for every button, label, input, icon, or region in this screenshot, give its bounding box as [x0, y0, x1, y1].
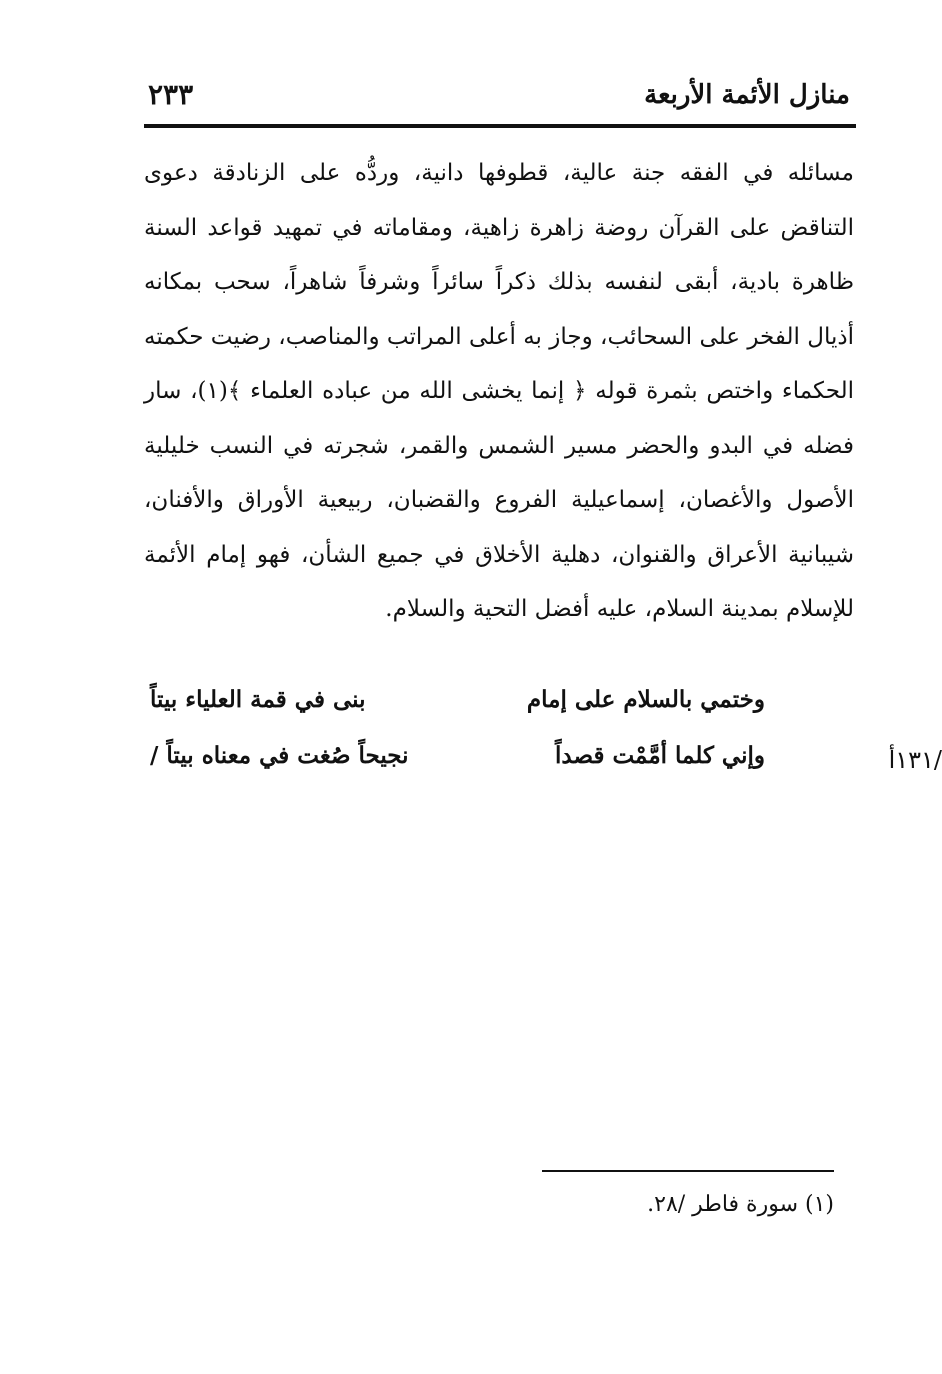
- header-rule: [144, 124, 856, 128]
- verse-2-first-hemistich: وإني كلما أمَّمْت قصداً: [555, 742, 765, 769]
- running-title: منازل الأئمة الأربعة: [644, 80, 850, 110]
- verse-2-second-hemistich: نجيحاً صُغت في معناه بيتاً /: [150, 742, 409, 769]
- poem-verse-1: [150, 686, 765, 730]
- poem-verse-2: [150, 742, 765, 786]
- verse-1-first-hemistich: وختمي بالسلام على إمام: [526, 686, 765, 713]
- folio-marker: /١٣١أ: [888, 746, 942, 774]
- verse-1-second-hemistich: بنى في قمة العلياء بيتاً: [150, 686, 366, 713]
- footnote-rule: [542, 1170, 834, 1172]
- footnote-1: (١) سورة فاطر /٢٨.: [647, 1192, 834, 1217]
- body-paragraph: [144, 146, 854, 637]
- paragraph-text: مسائله في الفقه جنة عالية، قطوفها دانية، وردُّه على الزنادقة دعوى التناقض على القرآن روضة زاهرة زاهية، ومقاماته في تمهيد قواعد السنة ظاهرة بادية، أبقى لنفسه بذلك ذكراً سائراً وشرفاً شاهراً، سحب بمكانه أذيال الفخر على السحائب، وجاز به أعلى المراتب والمناصب، رضيت حكمته الحكماء واختص بثمرة قوله ﴿ إنما يخشى الله من عباده العلماء ﴾(١)، سار فضله في البدو والحضر مسير الشمس والقمر، شجرته في النسب خليلية الأصول والأغصان، إسماعيلية الفروع والقضبان، ربيعية الأوراق والأفنان، شيبانية الأعراق والقنوان، دهلية الأخلاق في جميع الشأن، فهو إمام الأئمة للإسلام بمدينة السلام، عليه أفضل التحية والسلام.: [144, 160, 854, 622]
- page-number: ٢٣٣: [148, 78, 194, 111]
